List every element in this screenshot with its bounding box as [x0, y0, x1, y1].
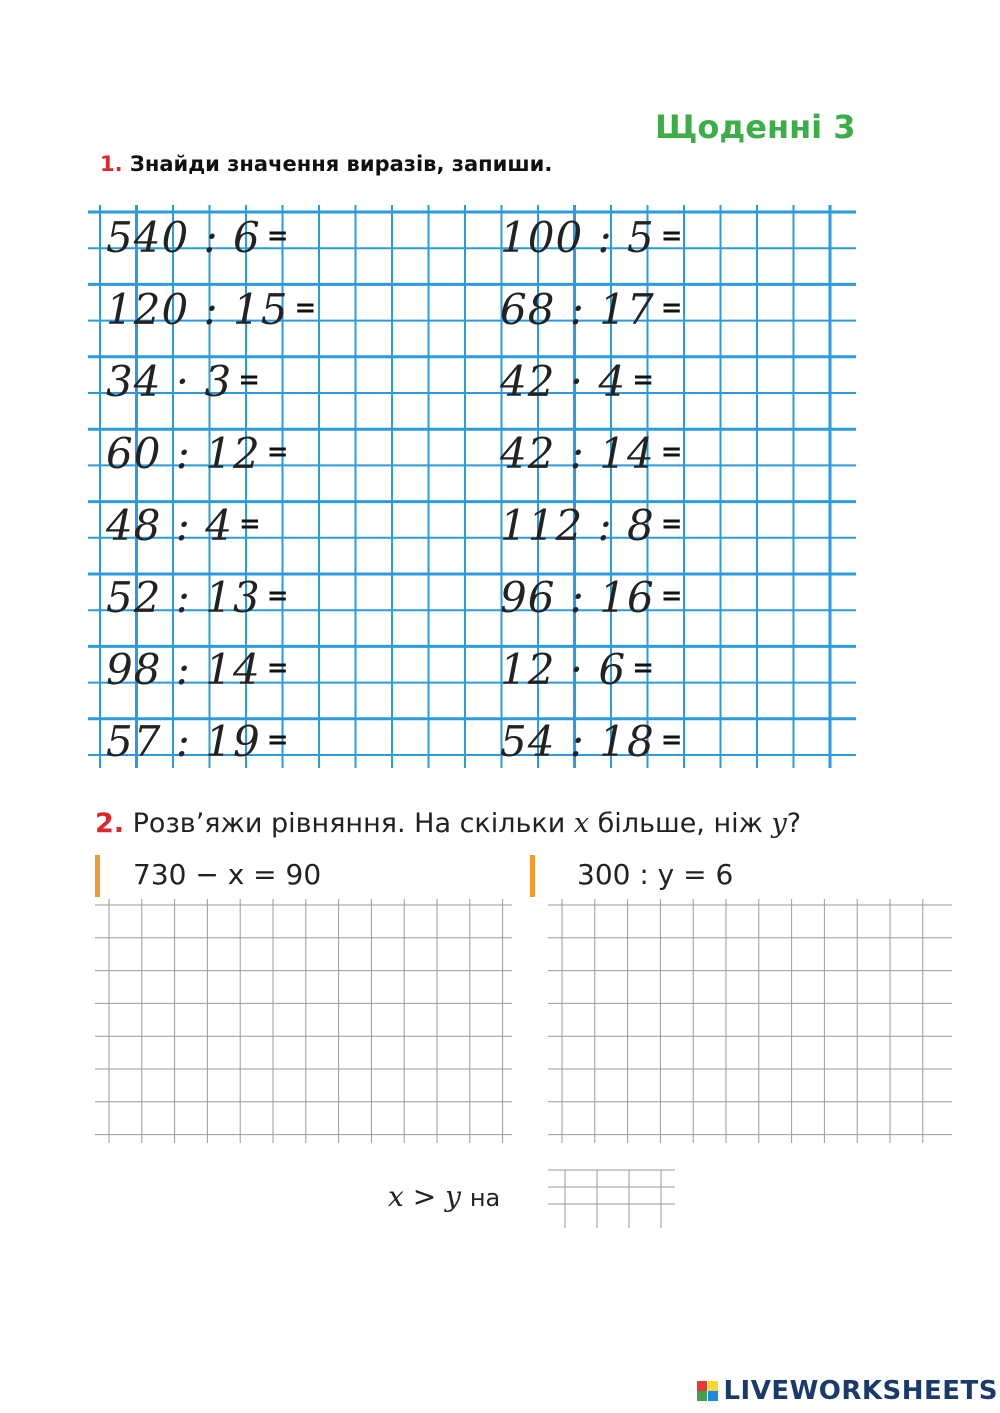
equals-sign: = [266, 221, 289, 251]
task2-number: 2. [95, 808, 125, 839]
expression-right-2: 68 : 17 [500, 285, 655, 334]
answer-word: на [469, 1184, 501, 1212]
equals-sign: = [266, 653, 289, 683]
expression-left-8: 57 : 19 [106, 717, 261, 766]
equals-sign: = [660, 725, 683, 755]
answer-y: y [445, 1180, 461, 1213]
expression-left-3: 34 · 3 [106, 357, 233, 406]
answer-x: x [388, 1180, 404, 1213]
equals-sign: = [660, 437, 683, 467]
task1-text: Знайди значення виразів, запиши. [129, 152, 553, 176]
equals-sign: = [266, 725, 289, 755]
equals-sign: = [632, 653, 655, 683]
expression-right-8: 54 : 18 [500, 717, 655, 766]
equation-right: 300 : y = 6 [577, 858, 734, 891]
expression-left-7: 98 : 14 [106, 645, 261, 694]
expression-left-1: 540 : 6 [106, 213, 261, 262]
equals-sign: = [632, 365, 655, 395]
task2-text-part2: більше, ніж [589, 808, 772, 839]
equals-sign: = [266, 581, 289, 611]
expression-left-4: 60 : 12 [106, 429, 261, 478]
equals-sign: = [266, 437, 289, 467]
equals-sign: = [660, 293, 683, 323]
expression-right-4: 42 : 14 [500, 429, 655, 478]
task2-text-part1: Розв’яжи рівняння. На скільки [132, 808, 574, 839]
task1-number: 1. [100, 152, 123, 176]
equals-sign: = [660, 581, 683, 611]
expression-left-5: 48 : 4 [106, 501, 234, 550]
expression-right-7: 12 · 6 [500, 645, 627, 694]
answer-gt: > [412, 1180, 437, 1213]
equals-sign: = [239, 509, 261, 539]
equals-sign: = [660, 221, 683, 251]
logo-squares-icon [697, 1381, 719, 1401]
task2-x-variable: x [573, 808, 590, 839]
expression-left-2: 120 : 15 [106, 285, 289, 334]
expression-right-5: 112 : 8 [500, 501, 655, 550]
expression-right-3: 42 · 4 [500, 357, 627, 406]
liveworksheets-logo [697, 1376, 998, 1406]
equals-sign: = [238, 365, 261, 395]
task2-y-variable: y [771, 808, 787, 839]
equals-sign: = [294, 293, 317, 323]
expression-left-6: 52 : 13 [106, 573, 261, 622]
equals-sign: = [660, 509, 683, 539]
page-title: Щоденні 3 [655, 108, 856, 146]
equation-left: 730 − x = 90 [133, 858, 322, 891]
expression-right-1: 100 : 5 [500, 213, 655, 262]
answer-line [388, 1180, 500, 1213]
task2-text-part3: ? [786, 808, 802, 839]
expression-right-6: 96 : 16 [500, 573, 655, 622]
logo-text: LIVEWORKSHEETS [723, 1376, 998, 1406]
